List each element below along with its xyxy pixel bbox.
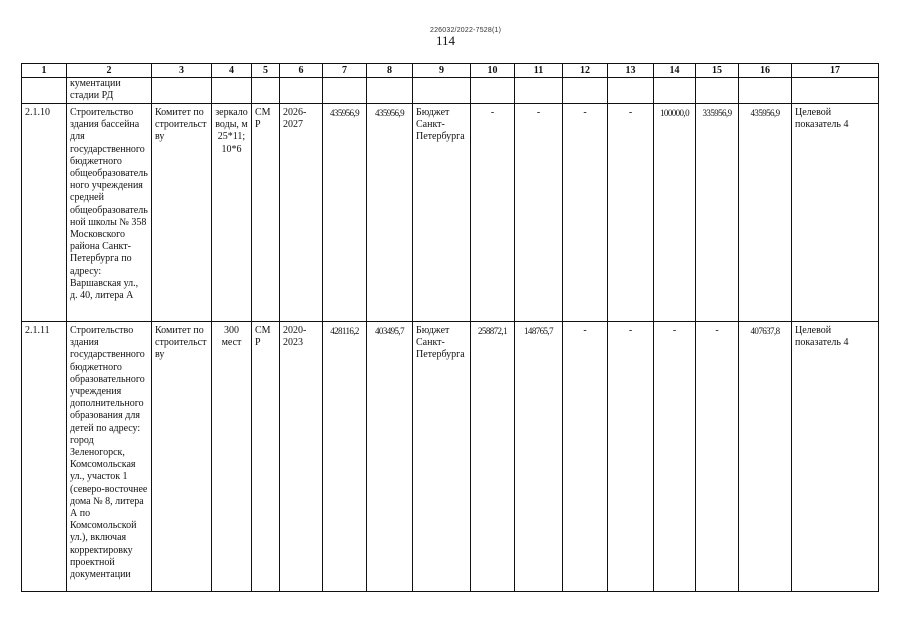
column-number: 2 <box>67 64 152 78</box>
cell-c12: - <box>563 104 608 322</box>
object-name: Строительство здания бассейна для государственного бюджетного общеобразовательного учреждения средней общеобразовательной школы № 358 Московского района Санкт-Петербурга по адресу: Варшавская ул., д. 40, литера А <box>67 104 152 322</box>
cell-c15: 335956,9 <box>696 104 739 322</box>
cell-c10: - <box>471 104 515 322</box>
object-name: Строительство здания государственного бюджетного образовательного учреждения дополнительного образования для детей по адресу: город Зеленогорск, Комсомольская ул., участок 1 (северо-восточнее дома № 8, литера А по Комсомольской ул.), включая корректировку проектной документации <box>67 322 152 592</box>
column-number: 17 <box>792 64 879 78</box>
target-indicator: Целевой показатель 4 <box>792 104 879 322</box>
column-number: 7 <box>323 64 367 78</box>
stage: СМР <box>252 322 280 592</box>
row-code: 2.1.11 <box>22 322 67 592</box>
column-number: 10 <box>471 64 515 78</box>
years: 2020-2023 <box>280 322 323 592</box>
years: 2026-2027 <box>280 104 323 322</box>
cell-c8: 435956,9 <box>367 104 413 322</box>
customer: Комитет по строительству <box>152 322 212 592</box>
column-number: 5 <box>252 64 280 78</box>
row-code: 2.1.10 <box>22 104 67 322</box>
column-number: 1 <box>22 64 67 78</box>
cell-c7: 435956,9 <box>323 104 367 322</box>
cell-c7: 428116,2 <box>323 322 367 592</box>
column-number: 11 <box>515 64 563 78</box>
funding-source: Бюджет Санкт-Петербурга <box>413 322 471 592</box>
stage: СМР <box>252 104 280 322</box>
cell-c12: - <box>563 322 608 592</box>
column-number: 9 <box>413 64 471 78</box>
cell-c10: 258872,1 <box>471 322 515 592</box>
column-number: 15 <box>696 64 739 78</box>
column-number: 3 <box>152 64 212 78</box>
table-row <box>22 322 879 592</box>
cell-c13: - <box>608 322 654 592</box>
column-number: 8 <box>367 64 413 78</box>
cell-c8: 403495,7 <box>367 322 413 592</box>
registration-stamp: 226032/2022-7528(1) <box>430 27 502 34</box>
cell-c11: - <box>515 104 563 322</box>
continuation-text: кументации стадии РД <box>67 78 152 104</box>
target-indicator: Целевой показатель 4 <box>792 322 879 592</box>
program-table <box>21 63 879 592</box>
cell-c13: - <box>608 104 654 322</box>
column-number: 13 <box>608 64 654 78</box>
column-number: 16 <box>739 64 792 78</box>
cell-c16: 435956,9 <box>739 104 792 322</box>
cell-c14: 100000,0 <box>654 104 696 322</box>
capacity: 300 мест <box>212 322 252 592</box>
cell-c15: - <box>696 322 739 592</box>
cell-c14: - <box>654 322 696 592</box>
column-number: 6 <box>280 64 323 78</box>
cell-c16: 407637,8 <box>739 322 792 592</box>
funding-source: Бюджет Санкт-Петербурга <box>413 104 471 322</box>
column-number: 4 <box>212 64 252 78</box>
page-number: 114 <box>436 33 456 48</box>
table-row <box>22 104 879 322</box>
column-number: 12 <box>563 64 608 78</box>
cell-c11: 148765,7 <box>515 322 563 592</box>
customer: Комитет по строительству <box>152 104 212 322</box>
continuation-row <box>22 78 879 104</box>
column-number: 14 <box>654 64 696 78</box>
capacity: зеркало воды, м 25*11; 10*6 <box>212 104 252 322</box>
column-number-row <box>22 64 879 78</box>
